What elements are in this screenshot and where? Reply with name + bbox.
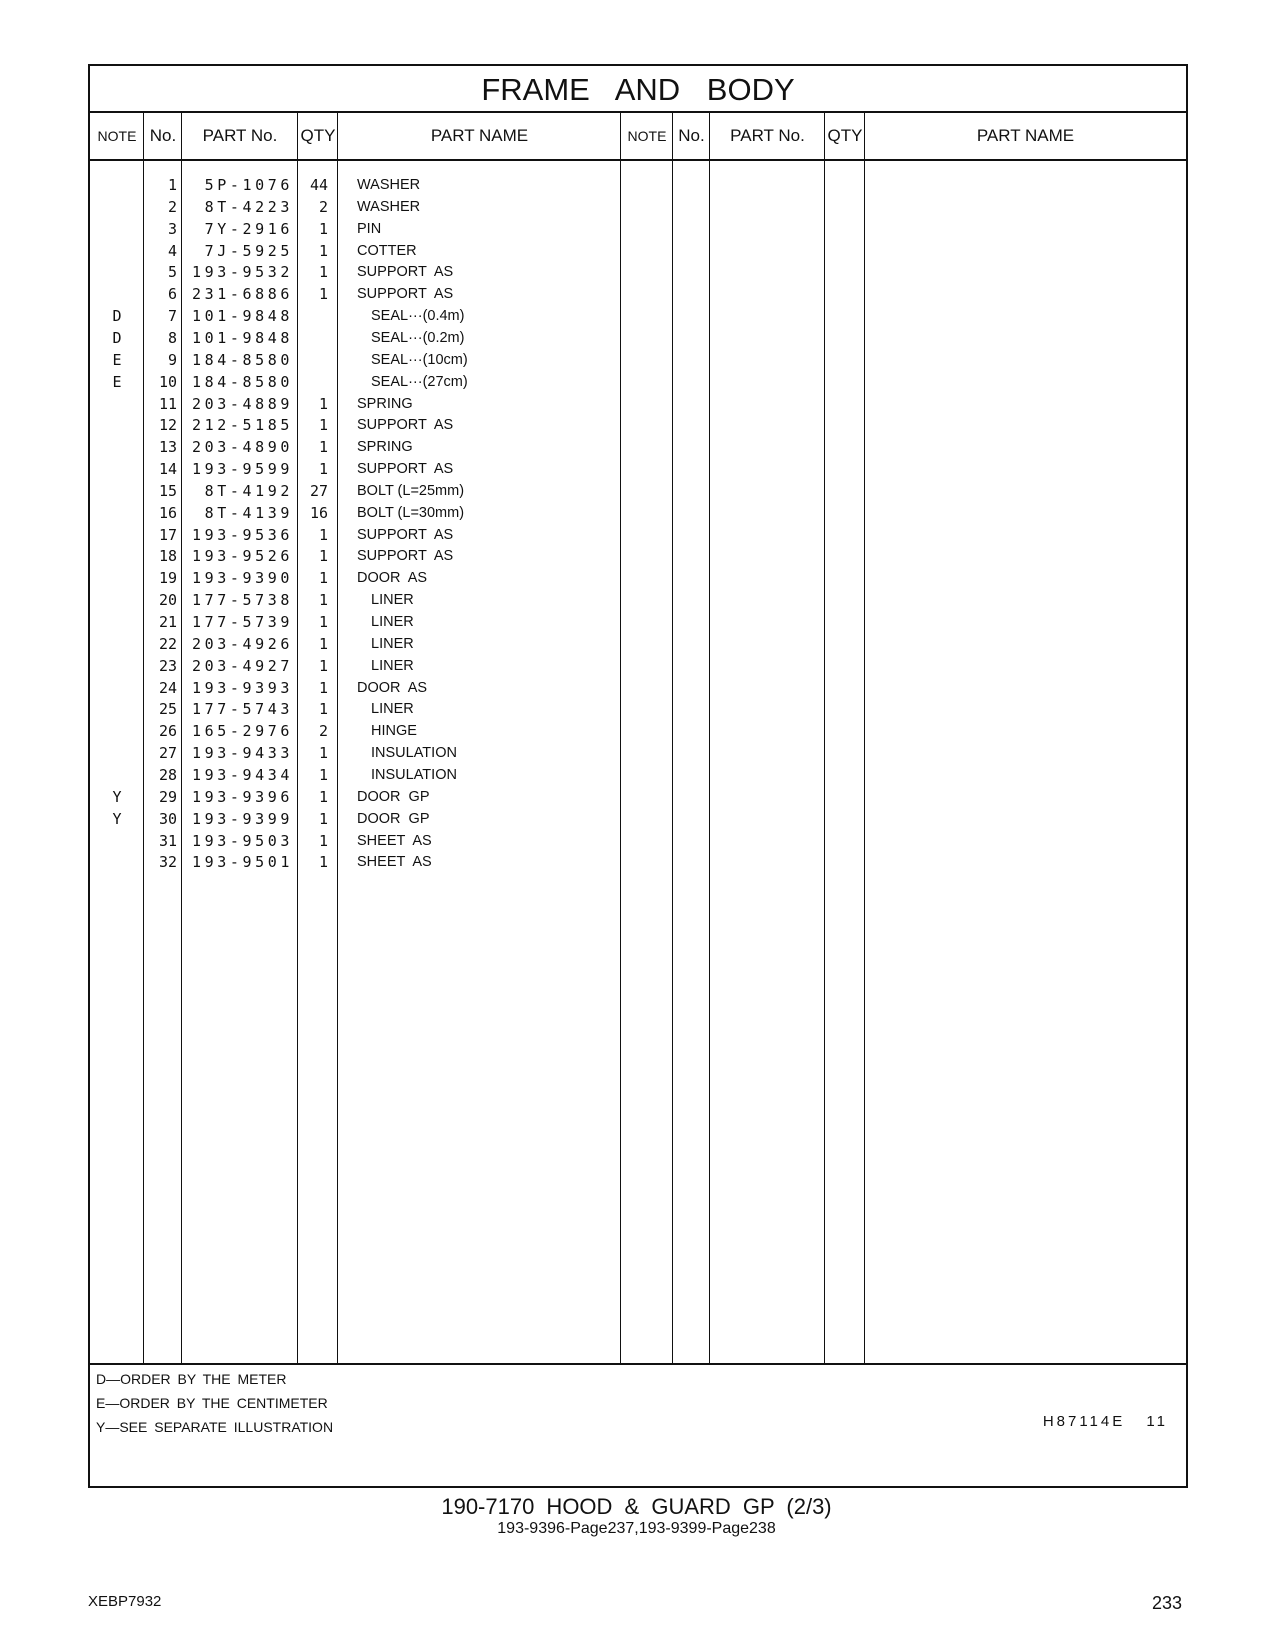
table-row xyxy=(90,393,650,416)
illustration-code: H87114E 11 xyxy=(1042,1413,1168,1430)
row-part-number: 7J-5925 xyxy=(204,241,293,260)
table-row xyxy=(90,305,650,328)
row-number: 29 xyxy=(158,787,177,806)
row-number: 5 xyxy=(167,263,177,282)
row-part-number: 203-4927 xyxy=(191,656,293,675)
row-quantity: 1 xyxy=(318,765,328,784)
table-row xyxy=(90,720,650,743)
table-row xyxy=(90,371,650,394)
row-part-name: SPRING xyxy=(357,395,413,412)
table-row xyxy=(90,830,650,853)
document-id: XEBP7932 xyxy=(88,1593,162,1610)
row-part-name: DOOR AS xyxy=(357,679,428,696)
row-number: 9 xyxy=(167,350,177,369)
header-partname-left: PART NAME xyxy=(430,126,529,145)
row-part-name: SEAL···(27cm) xyxy=(371,373,468,390)
row-part-number: 101-9848 xyxy=(191,328,293,347)
row-quantity: 1 xyxy=(318,219,328,238)
row-part-number: 8T-4192 xyxy=(204,481,293,500)
row-part-name: LINER xyxy=(371,657,414,674)
row-part-name: INSULATION xyxy=(371,745,457,762)
row-part-name: LINER xyxy=(371,614,414,630)
row-part-name: SUPPORT AS xyxy=(357,461,454,478)
row-number: 8 xyxy=(167,328,177,347)
row-part-name: SEAL···(0.4m) xyxy=(371,308,465,325)
row-number: 1 xyxy=(167,176,177,194)
row-quantity: 1 xyxy=(318,809,328,828)
row-part-number: 193-9599 xyxy=(191,460,293,479)
row-part-number: 177-5739 xyxy=(191,613,293,631)
group-subcaption: 193-9396-Page237,193-9399-Page238 xyxy=(497,1520,776,1537)
table-row xyxy=(90,414,650,437)
row-quantity: 1 xyxy=(318,678,328,697)
row-number: 23 xyxy=(158,656,177,675)
row-part-name: SUPPORT AS xyxy=(357,417,454,434)
table-row xyxy=(90,677,650,700)
parts-sheet xyxy=(88,64,1188,1488)
row-part-number: 193-9433 xyxy=(191,744,293,763)
row-part-number: 193-9434 xyxy=(191,765,293,784)
row-number: 2 xyxy=(167,197,177,216)
table-row xyxy=(90,218,650,241)
row-part-name: BOLT (L=30mm) xyxy=(357,504,465,521)
row-number: 13 xyxy=(158,438,177,457)
row-number: 16 xyxy=(158,503,177,522)
row-number: 30 xyxy=(158,809,177,828)
table-row xyxy=(90,240,650,263)
row-part-number: 101-9848 xyxy=(191,307,293,326)
row-number: 12 xyxy=(158,416,177,435)
row-part-name: PIN xyxy=(357,220,382,237)
legend-centimeter: E—ORDER BY THE CENTIMETER xyxy=(96,1395,328,1411)
legend-area xyxy=(90,1363,1186,1488)
row-quantity: 1 xyxy=(318,460,328,479)
row-note: Y xyxy=(112,787,122,806)
row-quantity: 2 xyxy=(318,197,328,216)
column-divider xyxy=(824,113,825,1363)
row-number: 28 xyxy=(158,765,177,784)
row-part-name: SUPPORT AS xyxy=(357,526,454,543)
header-partname-right: PART NAME xyxy=(976,126,1075,145)
row-part-number: 203-4890 xyxy=(191,438,293,457)
row-part-name: BOLT (L=25mm) xyxy=(357,482,465,499)
row-quantity: 1 xyxy=(318,394,328,413)
row-note: Y xyxy=(112,809,122,828)
row-number: 19 xyxy=(158,569,177,588)
row-part-name: LINER xyxy=(371,701,414,718)
table-row xyxy=(90,480,650,503)
row-part-number: 193-9526 xyxy=(191,547,293,566)
row-quantity: 1 xyxy=(318,787,328,806)
row-part-number: 193-9503 xyxy=(191,831,293,850)
header-partno-right: PART No. xyxy=(730,126,805,145)
row-quantity: 1 xyxy=(318,831,328,850)
table-row xyxy=(90,524,650,547)
row-part-name: WASHER xyxy=(357,177,421,193)
row-quantity: 1 xyxy=(318,853,328,872)
row-quantity: 2 xyxy=(318,722,328,741)
row-part-name: SPRING xyxy=(357,439,413,456)
row-quantity: 44 xyxy=(309,176,328,194)
row-quantity: 1 xyxy=(318,438,328,457)
column-divider xyxy=(864,113,865,1363)
table-row xyxy=(90,633,650,656)
row-part-number: 193-9501 xyxy=(191,853,293,872)
row-number: 3 xyxy=(167,219,177,238)
row-part-name: DOOR AS xyxy=(357,570,428,587)
row-number: 10 xyxy=(158,372,177,391)
row-part-number: 184-8580 xyxy=(191,350,293,369)
row-part-number: 212-5185 xyxy=(191,416,293,435)
table-row xyxy=(90,283,650,306)
group-caption: 190-7170 HOOD & GUARD GP (2/3) xyxy=(441,1494,832,1519)
row-part-name: WASHER xyxy=(357,198,421,215)
row-part-number: 5P-1076 xyxy=(204,176,293,194)
row-part-number: 8T-4139 xyxy=(204,503,293,522)
page-number: 233 xyxy=(1152,1593,1183,1613)
row-part-number: 7Y-2916 xyxy=(204,219,293,238)
row-part-name: SEAL···(10cm) xyxy=(371,351,468,368)
row-part-number: 193-9536 xyxy=(191,525,293,544)
row-part-number: 193-9399 xyxy=(191,809,293,828)
row-note: E xyxy=(112,372,122,391)
table-row xyxy=(90,808,650,831)
row-part-name: COTTER xyxy=(357,242,417,259)
table-row xyxy=(90,349,650,372)
header-no-left: No. xyxy=(149,126,177,145)
row-number: 17 xyxy=(158,525,177,544)
row-quantity: 1 xyxy=(318,416,328,435)
column-divider xyxy=(672,113,673,1363)
row-quantity: 1 xyxy=(318,569,328,588)
table-row xyxy=(90,698,650,721)
row-quantity: 1 xyxy=(318,634,328,653)
legend-meter: D—ORDER BY THE METER xyxy=(96,1371,287,1387)
row-quantity: 1 xyxy=(318,285,328,304)
row-number: 18 xyxy=(158,547,177,566)
row-number: 32 xyxy=(158,853,177,872)
row-part-name: SEAL···(0.2m) xyxy=(371,329,465,346)
row-number: 20 xyxy=(158,591,177,610)
row-quantity: 1 xyxy=(318,700,328,719)
table-row xyxy=(90,764,650,787)
table-row xyxy=(90,545,650,568)
header-qty-right: QTY xyxy=(827,126,863,145)
row-quantity: 16 xyxy=(309,503,328,522)
header-note-left: NOTE xyxy=(97,128,137,144)
row-quantity: 1 xyxy=(318,547,328,566)
table-row xyxy=(90,327,650,350)
row-number: 22 xyxy=(158,634,177,653)
row-part-name: LINER xyxy=(371,592,414,609)
row-part-number: 8T-4223 xyxy=(204,197,293,216)
row-number: 26 xyxy=(158,722,177,741)
row-part-name: DOOR GP xyxy=(357,788,430,805)
row-note: E xyxy=(112,350,122,369)
row-quantity: 1 xyxy=(318,744,328,763)
row-number: 6 xyxy=(167,285,177,304)
row-part-name: SUPPORT AS xyxy=(357,548,454,565)
row-number: 15 xyxy=(158,481,177,500)
row-part-number: 193-9393 xyxy=(191,678,293,697)
row-quantity: 27 xyxy=(309,481,328,500)
table-row xyxy=(90,196,650,219)
table-row xyxy=(90,655,650,678)
row-number: 14 xyxy=(158,460,177,479)
row-number: 11 xyxy=(158,394,177,413)
row-part-number: 193-9390 xyxy=(191,569,293,588)
table-row xyxy=(90,611,650,634)
row-quantity: 1 xyxy=(318,525,328,544)
row-part-number: 184-8580 xyxy=(191,372,293,391)
row-part-name: SUPPORT AS xyxy=(357,286,454,303)
row-number: 21 xyxy=(158,613,177,631)
row-note: D xyxy=(112,328,122,347)
row-number: 4 xyxy=(167,241,177,260)
row-part-name: SUPPORT AS xyxy=(357,264,454,281)
row-part-number: 203-4926 xyxy=(191,634,293,653)
row-part-number: 231-6886 xyxy=(191,285,293,304)
legend-separate-illustration: Y—SEE SEPARATE ILLUSTRATION xyxy=(96,1419,334,1435)
row-number: 27 xyxy=(158,744,177,763)
row-part-name: LINER xyxy=(371,635,414,652)
table-row xyxy=(90,502,650,525)
table-row xyxy=(90,851,650,874)
row-number: 31 xyxy=(158,831,177,850)
table-row xyxy=(90,261,650,284)
row-quantity: 1 xyxy=(318,241,328,260)
table-row xyxy=(90,458,650,481)
row-part-number: 203-4889 xyxy=(191,394,293,413)
row-part-number: 177-5743 xyxy=(191,700,293,719)
table-row xyxy=(90,589,650,612)
table-row xyxy=(90,567,650,590)
row-part-name: INSULATION xyxy=(371,766,457,783)
header-qty-left: QTY xyxy=(300,126,336,145)
row-number: 25 xyxy=(158,700,177,719)
row-part-number: 177-5738 xyxy=(191,591,293,610)
row-part-number: 193-9532 xyxy=(191,263,293,282)
header-no-right: No. xyxy=(678,126,705,145)
table-row xyxy=(90,436,650,459)
row-quantity: 1 xyxy=(318,613,328,631)
row-part-number: 165-2976 xyxy=(191,722,293,741)
table-row xyxy=(90,174,650,197)
row-part-name: SHEET AS xyxy=(357,832,432,849)
header-partno-left: PART No. xyxy=(202,126,278,145)
row-quantity: 1 xyxy=(318,591,328,610)
page-title: FRAME AND BODY xyxy=(90,66,1186,113)
row-number: 24 xyxy=(158,678,177,697)
table-row xyxy=(90,786,650,809)
row-part-name: DOOR GP xyxy=(357,810,430,827)
row-part-name: SHEET AS xyxy=(357,854,432,871)
row-note: D xyxy=(112,307,122,326)
row-number: 7 xyxy=(167,307,177,326)
row-quantity: 1 xyxy=(318,263,328,282)
header-note-right: NOTE xyxy=(627,128,667,144)
row-part-number: 193-9396 xyxy=(191,787,293,806)
row-quantity: 1 xyxy=(318,656,328,675)
table-header xyxy=(90,113,1186,161)
table-row xyxy=(90,742,650,765)
row-part-name: HINGE xyxy=(371,723,417,740)
column-divider xyxy=(709,113,710,1363)
